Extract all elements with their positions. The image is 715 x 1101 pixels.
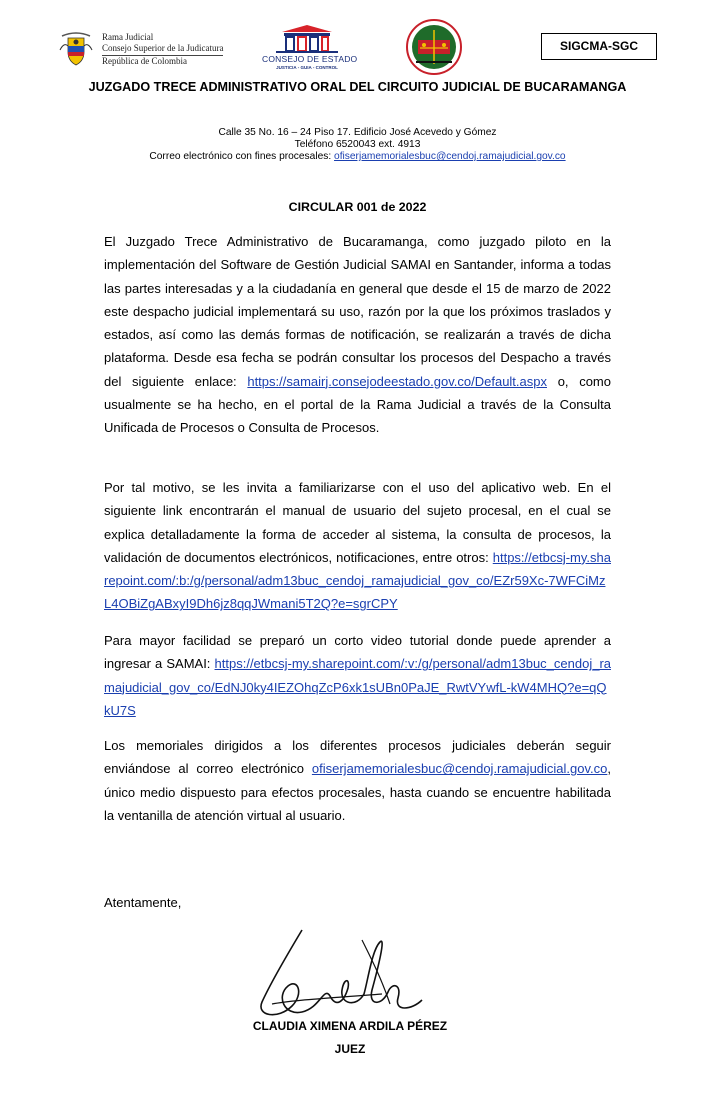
consejo-name: CONSEJO DE ESTADO [262,54,358,64]
building-icon [262,24,352,54]
rama-judicial-logo [56,28,236,72]
colombia-coat-of-arms-icon [56,28,96,68]
rama-line3: República de Colombia [102,56,187,66]
header-logos [0,0,715,80]
signatory-role: JUEZ [334,1042,366,1056]
paragraph-text: , único medio dispuesto para efectos procesales, hasta cuando se encuentre habilitada la ventanilla de atención virtual al usuario. [104,761,611,823]
court-contact-block [60,127,655,163]
paragraph-memoriales [104,734,611,827]
paragraph-samai-implementation [104,230,611,440]
consejo-tagline: JUSTICIA - GUIA - CONTROL [276,65,338,70]
rama-text [102,32,223,67]
video-tutorial-link[interactable]: https://etbcsj-my.sharepoint.com/:v:/g/personal/adm13buc_cendoj_ramajudicial_gov_co/EdNJ0ky4IEZOhqZcP6xk1sUBn0PaJE_RwtVYwfL-kW4MHQ?e=qQkU7S [104,656,611,718]
circular-title: CIRCULAR 001 de 2022 [288,200,427,214]
document-code-badge: SIGCMA-SGC [541,33,657,60]
court-phone: Teléfono 6520043 ext. 4913 [294,139,421,150]
paragraph-user-manual [104,476,611,616]
court-title: JUZGADO TRECE ADMINISTRATIVO ORAL DEL CIRCUITO JUDICIAL DE BUCARAMANGA [88,80,627,94]
closing-salutation: Atentamente, [104,895,182,910]
samai-portal-link[interactable]: https://samairj.consejodeestado.gov.co/Default.aspx [247,373,547,389]
paragraph-video-tutorial [104,629,611,722]
paragraph-text: Los memoriales dirigidos a los diferentes procesos judiciales deberán seguir enviándose al correo electrónico [104,738,611,777]
paragraph-text: El Juzgado Trece Administrativo de Bucaramanga, como juzgado piloto en la implementación del Software de Gestión Judicial SAMAI en Santander, informa a todas las partes interesadas y a la ciudadanía en general que desde el 15 de marzo de 2022 este despacho judicial implementará su uso, razón por la que los próximos traslados y estados, así como las demás formas de notificación, se realizarán a través de dicha plataforma. Desde esa fecha se podrán consultar los procesos del Despacho a través del siguiente enlace: [104,234,611,389]
court-seal-icon [406,18,462,76]
court-email-label: Correo electrónico con fines procesales: [149,151,332,162]
signatory-name: CLAUDIA XIMENA ARDILA PÉREZ [252,1019,448,1033]
consejo-de-estado-logo [262,24,358,74]
rama-line1: Rama Judicial [102,32,154,42]
paragraph-text: Para mayor facilidad se preparó un corto video tutorial donde puede aprender a ingresar a SAMAI: [104,633,611,672]
memoriales-email-link[interactable]: ofiserjamemorialesbuc@cendoj.ramajudicial.gov.co [311,761,608,777]
paragraph-text: Por tal motivo, se les invita a familiarizarse con el uso del aplicativo web. En el siguiente link encontrarán el manual de usuario del sujeto procesal, en el cual se explica detalladamente la forma de acceder al sistema, la consulta de procesos, la validación de documentos electrónicos, notificaciones, entre otros: [104,480,611,565]
user-manual-link[interactable]: https://etbcsj-my.sharepoint.com/:b:/g/personal/adm13buc_cendoj_ramajudicial_gov_co/EZr59Xc-7WFCiMzL4OBiZgABxyI9Dh6jz8qqJWmani5T2Q?e=sgrCPY [104,549,611,612]
court-email-link[interactable]: ofiserjamemorialesbuc@cendoj.ramajudicial.gov.co [334,151,566,162]
paragraph-text: o, como usualmente se ha hecho, en el portal de la Rama Judicial a través de la Consulta Unificada de Procesos o Consulta de Procesos. [104,373,611,436]
court-address: Calle 35 No. 16 – 24 Piso 17. Edificio José Acevedo y Gómez [218,127,497,138]
rama-line2: Consejo Superior de la Judicatura [102,43,223,56]
court-email-line [60,151,655,163]
